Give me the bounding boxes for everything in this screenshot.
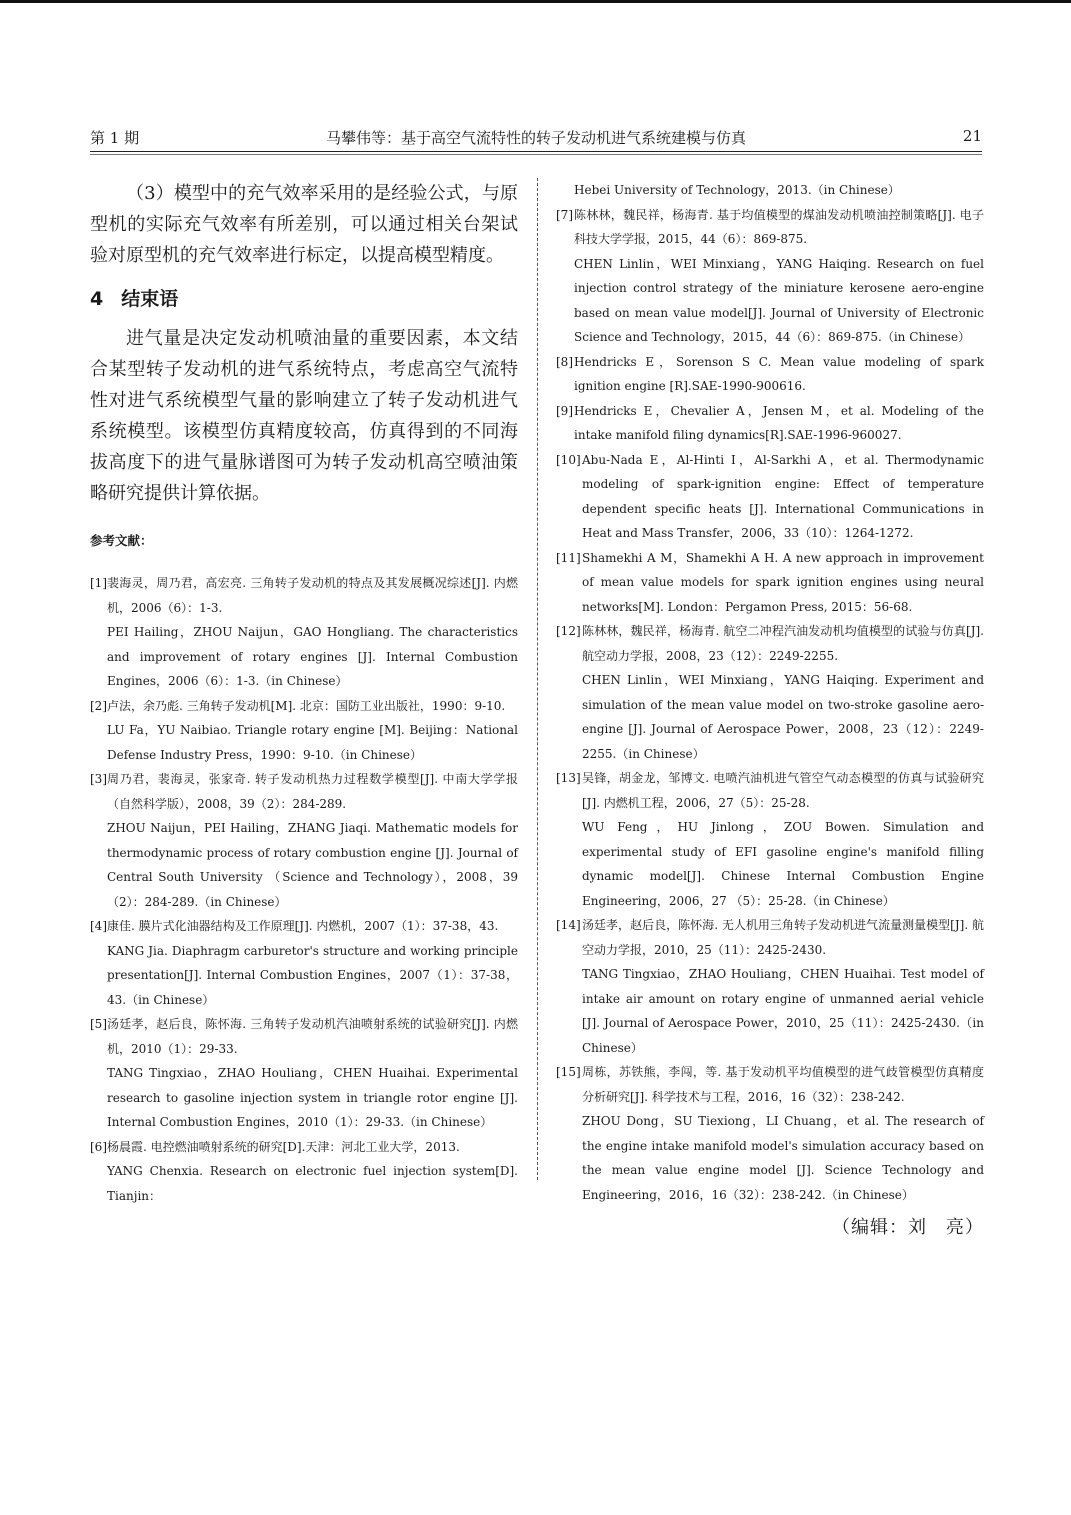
reference-cn: 周栋，苏铁熊，李闯，等. 基于发动机平均值模型的进气歧管模型仿真精度分析研究[J]. 科学技术与工程，2016，16（32）：238-242.	[582, 1065, 984, 1104]
reference-cn: 汤廷孝，赵后良，陈怀海. 无人机用三角转子发动机进气流量测量模型[J]. 航空动力学报，2010，25（11）：2425-2430.	[582, 918, 984, 957]
references-list-left	[90, 571, 518, 1208]
reference-cn: 卢法，余乃彪. 三角转子发动机[M]. 北京：国防工业出版社，1990：9-10.	[107, 698, 506, 713]
running-title: 马攀伟等：基于高空气流特性的转子发动机进气系统建模与仿真	[325, 129, 746, 147]
reference-item	[556, 1060, 984, 1207]
reference-item	[90, 694, 518, 768]
reference-label: [12]	[556, 624, 581, 638]
reference-en: Hendricks E，Sorenson S C. Mean value modeling of spark ignition engine [R].SAE-1990-900616.	[574, 354, 984, 393]
running-header	[90, 125, 982, 153]
reference-en: ZHOU Dong，SU Tiexiong，LI Chuang，et al. The research of the engine intake manifold model's simulation accuracy based on the mean value engine model [J]. Science Technology and Engineering，2016，16（32）：238-242.（in Chinese）	[582, 1114, 984, 1202]
editor-note: （编辑：刘 亮）	[832, 1217, 984, 1238]
reference-item	[556, 766, 984, 913]
left-column	[90, 178, 518, 1208]
references-title: 参考文献：	[90, 533, 153, 548]
conclusion-paragraph: 进气量是决定发动机喷油量的重要因素，本文结合某型转子发动机的进气系统特点，考虑高空气流特性对进气系统模型气量的影响建立了转子发动机进气系统模型。该模型仿真精度较高，仿真得到的不同海拔高度下的进气量脉谱图可为转子发动机高空喷油策略研究提供计算依据。	[90, 328, 518, 504]
reference-item	[556, 546, 984, 620]
reference-continuation: Hebei University of Technology，2013.（in Chinese）	[574, 183, 900, 197]
reference-item	[556, 350, 984, 399]
reference-label: [3]	[90, 772, 107, 786]
right-column	[556, 178, 984, 1239]
reference-en: TANG Tingxiao，ZHAO Houliang，CHEN Huaihai. Test model of intake air amount on rotary engine of unmanned aerial vehicle [J]. Journal of Aerospace Power，2010，25（11）：2425-2430.（in Chinese）	[582, 967, 984, 1055]
reference-item	[90, 1135, 518, 1209]
section-heading	[90, 285, 518, 313]
reference-en: KANG Jia. Diaphragm carburetor's structure and working principle presentation[J]. Internal Combustion Engines，2007（1）：37-38，43.（in Chinese）	[107, 943, 518, 1007]
reference-en: CHEN Linlin，WEI Minxiang，YANG Haiqing. Research on fuel injection control strategy of the miniature kerosene aero-engine based on mean value model[J]. Journal of University of Electronic Science and Technology，2015，44（6）：869-875.（in Chinese）	[574, 256, 984, 344]
header-rule	[90, 151, 982, 152]
reference-label: [6]	[90, 1139, 107, 1154]
reference-cn: 裴海灵，周乃君，高宏亮. 三角转子发动机的特点及其发展概况综述[J]. 内燃机，2006（6）：1-3.	[107, 576, 518, 615]
page-number: 21	[962, 127, 982, 145]
reference-label: [2]	[90, 698, 107, 713]
reference-en: PEI Hailing，ZHOU Naijun，GAO Hongliang. The characteristics and improvement of rotary engines [J]. Internal Combustion Engines，2006（6）：1-3.（in Chinese）	[107, 625, 518, 688]
reference-item	[90, 767, 518, 914]
reference-label: [8]	[556, 354, 573, 369]
issue-number: 第 1 期	[90, 129, 140, 147]
reference-cn: 康佳. 膜片式化油器结构及工作原理[J]. 内燃机，2007（1）：37-38，43.	[107, 919, 499, 933]
reference-en: Shamekhi A M，Shamekhi A H. A new approach in improvement of mean value models for spark ignition engines using neural networks[M]. London：Pergamon Press, 2015：56-68.	[582, 550, 984, 614]
reference-label: [13]	[556, 771, 581, 785]
column-divider	[537, 178, 538, 1180]
reference-label: [9]	[556, 403, 573, 418]
reference-label: [5]	[90, 1017, 107, 1031]
reference-cn: 周乃君，裴海灵，张家奇. 转子发动机热力过程数学模型[J]. 中南大学学报（自然科学版），2008，39（2）：284-289.	[107, 772, 518, 811]
reference-label: [15]	[556, 1065, 581, 1079]
reference-cn: 陈林林，魏民祥，杨海青. 航空二冲程汽油发动机均值模型的试验与仿真[J]. 航空动力学报，2008，23（12）：2249-2255.	[582, 624, 984, 663]
reference-en: ZHOU Naijun，PEI Hailing，ZHANG Jiaqi. Mathematic models for thermodynamic process of rotary combustion engine [J]. Journal of Central South University （Science and Technology），2008，39 （2）：284-289.（in Chinese）	[107, 821, 518, 909]
references-list-right	[556, 178, 984, 1207]
reference-item	[556, 619, 984, 766]
reference-item	[90, 914, 518, 1012]
reference-en: Hendricks E，Chevalier A，Jensen M，et al. Modeling of the intake manifold filing dynamics[R].SAE-1996-960027.	[574, 403, 984, 442]
conclusion-item-3: （3）模型中的充气效率采用的是经验公式，与原型机的实际充气效率有所差别，可以通过相关台架试验对原型机的充气效率进行标定，以提高模型精度。	[90, 183, 518, 266]
reference-en: LU Fa，YU Naibiao. Triangle rotary engine [M]. Beijing：National Defense Industry Press，1990：9-10.（in Chinese）	[107, 723, 518, 762]
reference-en: CHEN Linlin，WEI Minxiang，YANG Haiqing. Experiment and simulation of the mean value model on two-stroke gasoline aero-engine [J]. Journal of Aerospace Power，2008，23（12）：2249-2255.（in Chinese）	[582, 673, 984, 761]
reference-en: TANG Tingxiao，ZHAO Houliang，CHEN Huaihai. Experimental research to gasoline injection system in triangle rotor engine [J]. Internal Combustion Engines，2010（1）：29-33.（in Chinese）	[107, 1066, 518, 1129]
header-rule-thin	[90, 154, 982, 155]
reference-cn: 陈林林，魏民祥，杨海青. 基于均值模型的煤油发动机喷油控制策略[J]. 电子科技大学学报，2015，44（6）：869-875.	[574, 207, 984, 246]
section-title: 结束语	[121, 288, 179, 310]
reference-label: [4]	[90, 919, 107, 933]
reference-label: [14]	[556, 918, 581, 932]
reference-item	[90, 571, 518, 694]
reference-en: YANG Chenxia. Research on electronic fuel injection system[D]. Tianjin：	[107, 1164, 518, 1203]
reference-en: WU Feng，HU Jinlong，ZOU Bowen. Simulation and experimental study of EFI gasoline engine's manifold filling dynamic model[J]. Chinese Internal Combustion Engine Engineering，2006，27 （5）：25-28.（in Chinese）	[582, 820, 984, 908]
reference-label: [11]	[556, 550, 581, 565]
reference-item	[556, 448, 984, 546]
reference-label: [10]	[556, 452, 581, 467]
reference-cn: 汤廷孝，赵后良，陈怀海. 三角转子发动机汽油喷射系统的试验研究[J]. 内燃机，2010（1）：29-33.	[107, 1017, 518, 1056]
reference-item	[556, 913, 984, 1060]
top-border	[0, 0, 1071, 3]
reference-en: Abu-Nada E，Al-Hinti I，Al-Sarkhi A，et al. Thermodynamic modeling of spark-ignition engine: Effect of temperature dependent specific heats [J]. International Communications in Heat and Mass Transfer，2006，33（10）：1264-1272.	[582, 452, 984, 540]
reference-cn: 杨晨霞. 电控燃油喷射系统的研究[D].天津：河北工业大学，2013.	[107, 1139, 460, 1154]
reference-item	[90, 1012, 518, 1135]
reference-label: [7]	[556, 207, 573, 222]
reference-item	[556, 399, 984, 448]
reference-label: [1]	[90, 576, 107, 590]
section-number: 4	[90, 288, 104, 310]
reference-item	[556, 203, 984, 350]
reference-cn: 吴锋，胡金龙，邹博文. 电喷汽油机进气管空气动态模型的仿真与试验研究[J]. 内燃机工程，2006，27（5）：25-28.	[582, 771, 984, 810]
